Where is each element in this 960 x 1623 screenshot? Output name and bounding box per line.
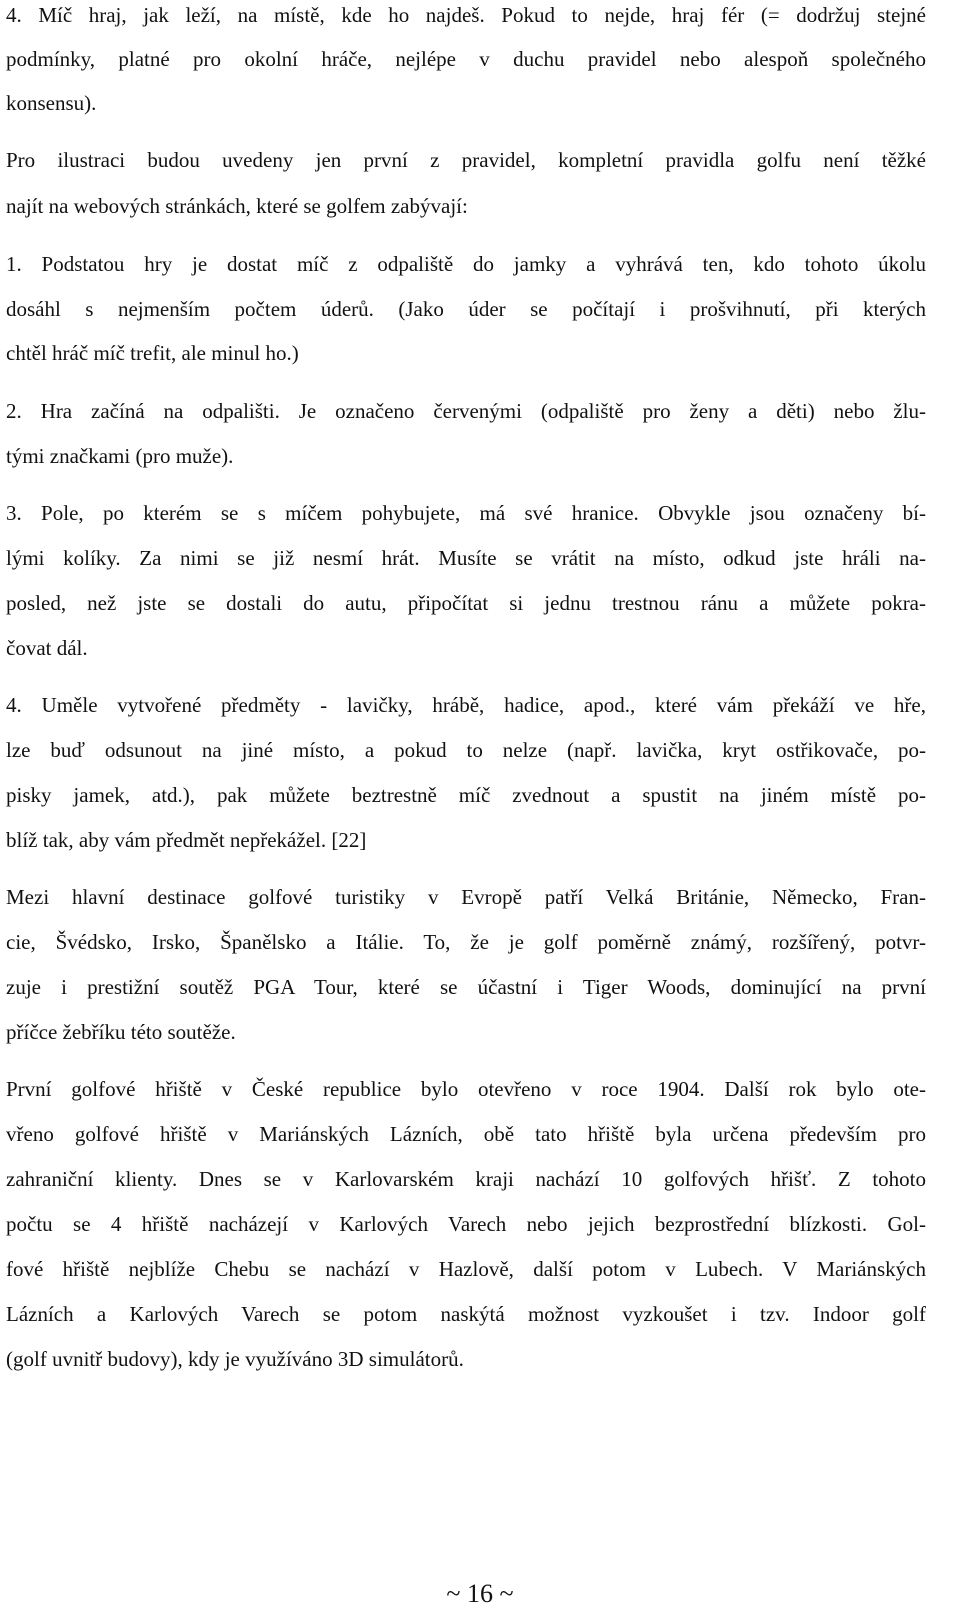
text-line: dosáhl s nejmenším počtem úderů. (Jako úder se počítají i prošvihnutí, při kterých	[6, 297, 926, 321]
text-line: blíž tak, aby vám předmět nepřekážel. [22]	[6, 828, 367, 852]
text-line: cie, Švédsko, Irsko, Španělsko a Itálie. To, že je golf poměrně známý, rozšířený, potvr-	[6, 930, 926, 954]
text-line: lými kolíky. Za nimi se již nesmí hrát. Musíte se vrátit na místo, odkud jste hráli na-	[6, 546, 926, 570]
text-line: podmínky, platné pro okolní hráče, nejlépe v duchu pravidel nebo alespoň společného	[6, 47, 926, 71]
text-line: tými značkami (pro muže).	[6, 444, 234, 468]
text-line: najít na webových stránkách, které se golfem zabývají:	[6, 194, 468, 218]
text-line: čovat dál.	[6, 636, 88, 660]
text-line: pisky jamek, atd.), pak můžete beztrestně míč zvednout a spustit na jiném místě po-	[6, 783, 926, 807]
text-line: konsensu).	[6, 91, 97, 115]
text-line: zuje i prestižní soutěž PGA Tour, které se účastní i Tiger Woods, dominující na první	[6, 975, 926, 999]
page-number: ~ 16 ~	[446, 1579, 514, 1608]
text-line: vřeno golfové hřiště v Mariánských Lázních, obě tato hřiště byla určena především pro	[6, 1122, 926, 1146]
text-line: Lázních a Karlových Varech se potom naskýtá možnost vyzkoušet i tzv. Indoor golf	[6, 1302, 926, 1326]
text-line: lze buď odsunout na jiné místo, a pokud to nelze (např. lavička, kryt ostřikovače, po-	[6, 738, 926, 762]
text-line: První golfové hřiště v České republice bylo otevřeno v roce 1904. Další rok bylo ote-	[6, 1077, 926, 1101]
text-line: chtěl hráč míč trefit, ale minul ho.)	[6, 341, 299, 365]
text-line: 4. Uměle vytvořené předměty - lavičky, hrábě, hadice, apod., které vám překáží ve hře,	[6, 693, 926, 717]
text-line: fové hřiště nejblíže Chebu se nachází v Hazlově, další potom v Lubech. V Mariánských	[6, 1257, 926, 1281]
text-line: Mezi hlavní destinace golfové turistiky v Evropě patří Velká Británie, Německo, Fran-	[6, 885, 926, 909]
text-line: (golf uvnitř budovy), kdy je využíváno 3D simulátorů.	[6, 1347, 464, 1371]
text-line: 4. Míč hraj, jak leží, na místě, kde ho najdeš. Pokud to nejde, hraj fér (= dodržuj stejné	[6, 3, 926, 27]
text-line: zahraniční klienty. Dnes se v Karlovarském kraji nachází 10 golfových hřišť. Z tohoto	[6, 1167, 926, 1191]
text-line: posled, než jste se dostali do autu, připočítat si jednu trestnou ránu a můžete pokra-	[6, 591, 926, 615]
text-line: 1. Podstatou hry je dostat míč z odpaliště do jamky a vyhrává ten, kdo tohoto úkolu	[6, 252, 926, 276]
text-line: počtu se 4 hřiště nacházejí v Karlových Varech nebo jejich bezprostřední blízkosti. Gol-	[6, 1212, 926, 1236]
text-line: Pro ilustraci budou uvedeny jen první z pravidel, kompletní pravidla golfu není těžké	[6, 148, 926, 172]
text-line: příčce žebříku této soutěže.	[6, 1020, 236, 1044]
text-line: 3. Pole, po kterém se s míčem pohybujete, má své hranice. Obvykle jsou označeny bí-	[6, 501, 926, 525]
text-line: 2. Hra začíná na odpališti. Je označeno červenými (odpaliště pro ženy a děti) nebo žlu-	[6, 399, 926, 423]
